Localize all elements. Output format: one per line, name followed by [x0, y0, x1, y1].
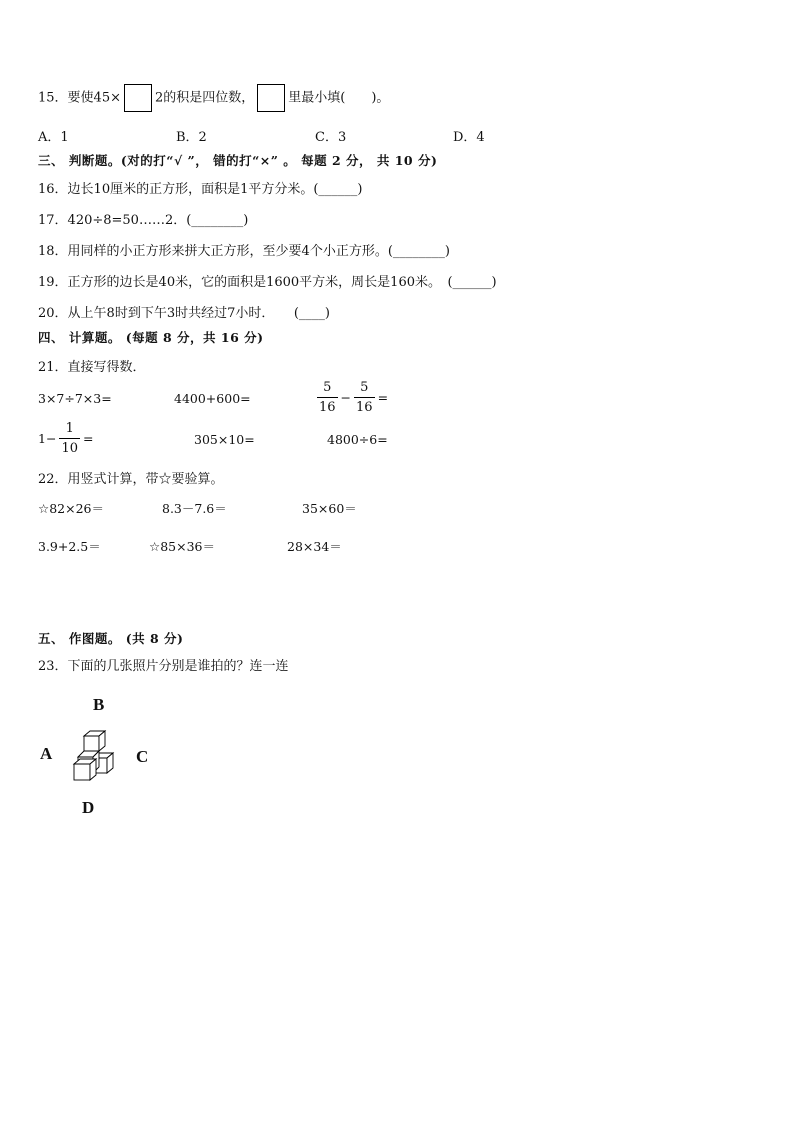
- q21-expr-1: 3×7÷7×3=: [38, 391, 112, 406]
- top-cube-front: [84, 736, 99, 751]
- q15-option-d[interactable]: D．4: [453, 130, 485, 145]
- equals-sign: =: [377, 390, 389, 405]
- q15-option-c[interactable]: C．3: [315, 130, 347, 145]
- fraction-1: [317, 380, 338, 415]
- question-18: 18．用同样的小正方形来拼大正方形，至少要4个小正方形。(________): [38, 244, 450, 259]
- q21-one-minus-expr: [38, 421, 93, 456]
- q15-text-middle: 2的积是四位数，: [154, 90, 255, 106]
- label-d: D: [82, 798, 95, 817]
- question-17: 17．420÷8=50……2．(________): [38, 213, 249, 228]
- answer-box-1[interactable]: [124, 84, 152, 112]
- question-19: 19．正方形的边长是40米，它的面积是1600平方米，周长是160米。 (______): [38, 275, 497, 290]
- q22-expr-6: 28×34＝: [287, 539, 342, 554]
- answer-box-2[interactable]: [257, 84, 285, 112]
- q22-expr-4: 3.9+2.5＝: [38, 539, 101, 554]
- question-21-title: 21．直接写得数．: [38, 360, 146, 375]
- front-cube-front: [74, 764, 90, 780]
- label-a: A: [40, 744, 53, 763]
- question-15: [38, 84, 389, 112]
- fraction-2-denominator: 16: [354, 397, 375, 415]
- label-c: C: [136, 747, 149, 766]
- q22-expr-3: 35×60＝: [302, 501, 357, 516]
- section-3-heading: 三、 判断题。(对的打“√ ”， 错的打“×” 。 每题 2 分， 共 10 分): [38, 153, 438, 168]
- fraction-1-denominator: 16: [317, 397, 338, 415]
- question-16: 16．边长10厘米的正方形，面积是1平方分米。(______): [38, 182, 363, 197]
- question-22-title: 22．用竖式计算，带☆要验算。: [38, 472, 224, 487]
- equals-sign-2: =: [82, 431, 94, 446]
- q22-expr-1: ☆82×26＝: [38, 501, 104, 516]
- q21-expr-2: 4400+600=: [174, 391, 251, 406]
- q15-option-b[interactable]: B．2: [176, 130, 207, 145]
- fraction-2-numerator: 5: [360, 380, 369, 395]
- fraction-1-numerator: 5: [323, 380, 332, 395]
- q21-fraction-expr: [314, 380, 388, 415]
- cube-stack-figure: [70, 728, 122, 784]
- q15-text-start: 15．要使45×: [38, 90, 121, 106]
- q21-expr-3: 305×10=: [194, 432, 255, 447]
- question-20: 20．从上午8时到下午3时共经过7小时． (____): [38, 306, 330, 321]
- fraction-3: [59, 421, 80, 456]
- q21-expr-4: 4800÷6=: [327, 432, 388, 447]
- q15-option-a[interactable]: A．1: [38, 130, 69, 145]
- question-23-title: 23．下面的几张照片分别是谁拍的？连一连: [38, 659, 289, 674]
- one-minus: 1−: [38, 431, 57, 446]
- fraction-3-numerator: 1: [65, 421, 74, 436]
- fraction-3-denominator: 10: [59, 438, 80, 456]
- fraction-2: [354, 380, 375, 415]
- label-b: B: [93, 695, 105, 714]
- section-5-heading: 五、 作图题。 (共 8 分): [38, 631, 184, 646]
- section-4-heading: 四、 计算题。 (每题 8 分，共 16 分): [38, 330, 264, 345]
- q22-expr-5: ☆85×36＝: [149, 539, 215, 554]
- q15-text-end: 里最小填( )。: [288, 90, 390, 106]
- q22-expr-2: 8.3－7.6＝: [162, 501, 227, 516]
- minus-sign: −: [340, 390, 352, 405]
